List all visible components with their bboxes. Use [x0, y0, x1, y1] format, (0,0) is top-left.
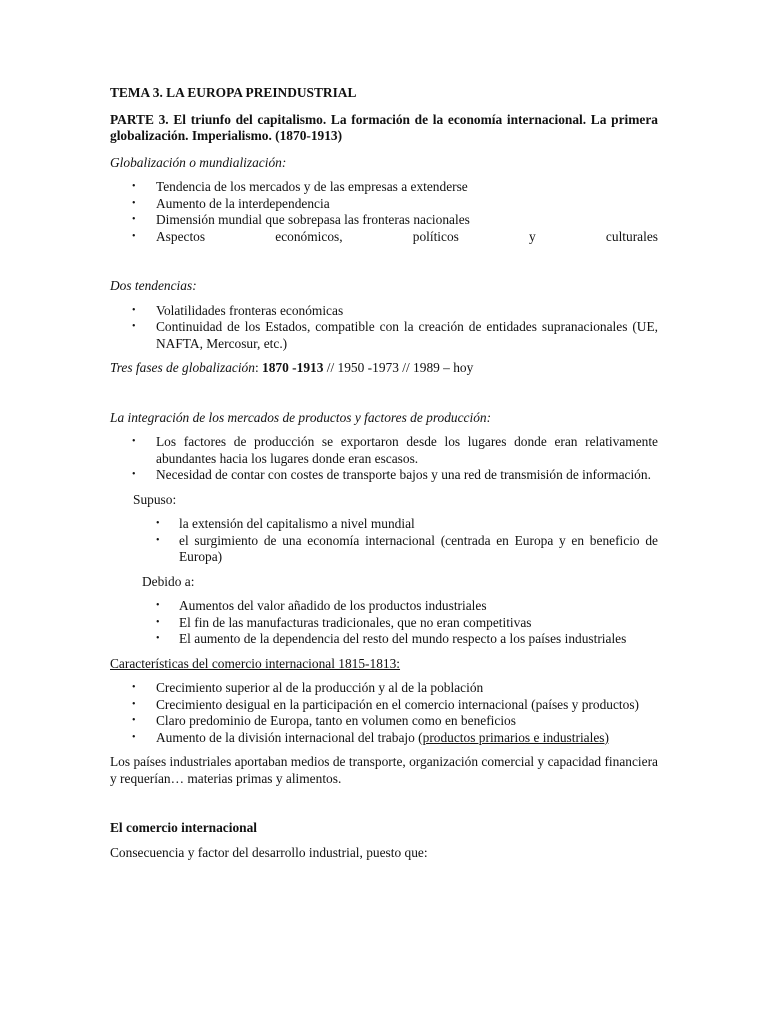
- phases-rest: // 1950 -1973 // 1989 – hoy: [323, 360, 474, 375]
- tendencies-heading: Dos tendencias:: [110, 278, 197, 293]
- characteristics-heading: Características del comercio internacional 1815-1813:: [110, 655, 401, 671]
- phases-colon: :: [254, 360, 263, 375]
- globalization-phases: [110, 360, 658, 377]
- list-item: • Volatilidades fronteras económicas: [110, 303, 658, 320]
- list-item: [110, 730, 658, 747]
- part-heading: PARTE 3. El triunfo del capitalismo. La formación de la economía internacional. La primera globalización. Imperialismo. (1870-1913): [110, 111, 658, 143]
- list-item: • Aumento de la interdependencia: [110, 196, 658, 213]
- list-item: • El aumento de la dependencia del resto del mundo respecto a los países industriales: [110, 631, 658, 648]
- document-page: [110, 85, 658, 861]
- debido-label: Debido a:: [142, 573, 195, 589]
- globalization-heading: Globalización o mundialización:: [110, 154, 287, 170]
- debido-list: [110, 598, 658, 648]
- commerce-paragraph: Consecuencia y factor del desarrollo industrial, puesto que:: [110, 844, 428, 860]
- commerce-heading: El comercio internacional: [110, 820, 258, 835]
- integration-heading: La integración de los mercados de productos y factores de producción:: [110, 409, 492, 425]
- list-item: • Crecimiento desigual en la participación en el comercio internacional (países y productos): [110, 697, 658, 714]
- division-underlined: productos primarios e industriales): [422, 729, 609, 745]
- list-item: • Aumentos del valor añadido de los productos industriales: [110, 598, 658, 615]
- list-item: • El fin de las manufacturas tradicionales, que no eran competitivas: [110, 615, 658, 632]
- industrial-countries-paragraph: Los países industriales aportaban medios de transporte, organización comercial y capacidad financiera y requerían… materias primas y alimentos.: [110, 754, 658, 786]
- list-item: • Claro predominio de Europa, tanto en volumen como en beneficios: [110, 713, 658, 730]
- list-item: • Necesidad de contar con costes de transporte bajos y una red de transmisión de información.: [110, 467, 658, 484]
- list-item: • la extensión del capitalismo a nivel mundial: [110, 516, 658, 533]
- tendencies-list: [110, 303, 658, 353]
- phases-label: Tres fases de globalización: [110, 360, 255, 375]
- list-item: • Aspectos económicos, políticos y culturales: [110, 229, 658, 246]
- list-item: • Crecimiento superior al de la producción y al de la población: [110, 680, 658, 697]
- division-prefix: Aumento de la división internacional del trabajo (: [156, 729, 423, 745]
- document-title: TEMA 3. LA EUROPA PREINDUSTRIAL: [110, 85, 357, 100]
- phases-first: 1870 -1913: [262, 360, 324, 375]
- list-item: • el surgimiento de una economía internacional (centrada en Europa y en beneficio de Europa): [110, 533, 658, 566]
- supuso-label: Supuso:: [133, 491, 177, 507]
- list-item: • Los factores de producción se exportaron desde los lugares donde eran relativamente abundantes hacia los lugares donde eran escasos.: [110, 434, 658, 467]
- globalization-list: [110, 179, 658, 245]
- list-item: • Dimensión mundial que sobrepasa las fronteras nacionales: [110, 212, 658, 229]
- list-item: • Continuidad de los Estados, compatible con la creación de entidades supranacionales (UE, NAFTA, Mercosur, etc.): [110, 319, 658, 352]
- integration-list: [110, 434, 658, 484]
- supuso-list: [110, 516, 658, 566]
- list-item: • Tendencia de los mercados y de las empresas a extenderse: [110, 179, 658, 196]
- characteristics-list: [110, 680, 658, 746]
